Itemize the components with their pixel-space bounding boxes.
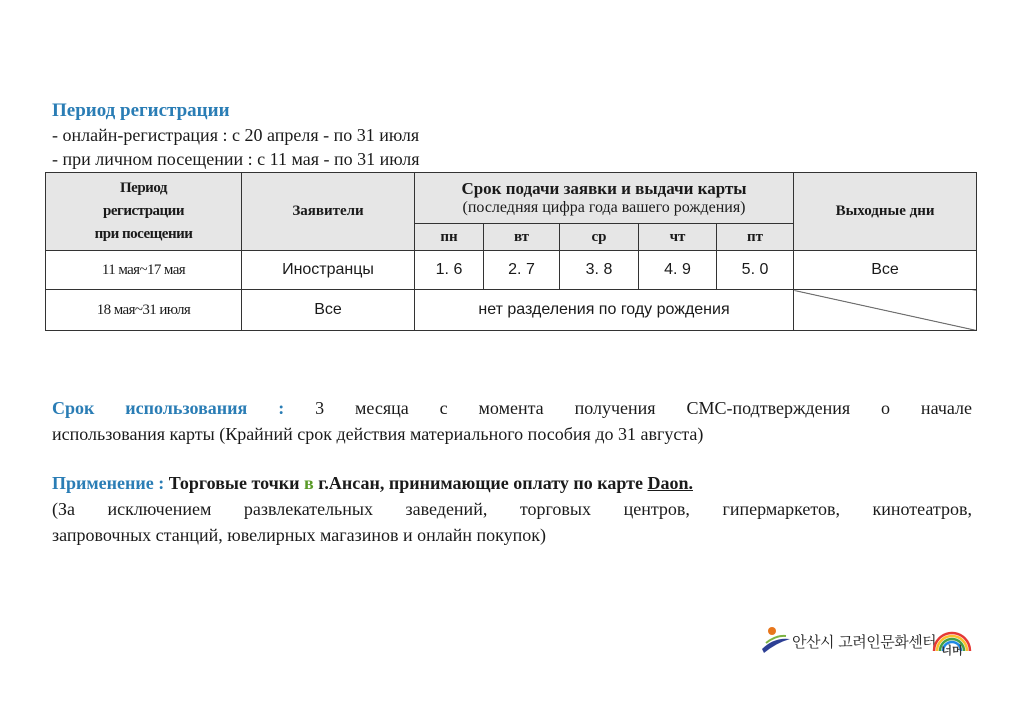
row1-thu: 4. 9 <box>639 251 717 290</box>
row1-fri: 5. 0 <box>717 251 794 290</box>
header-applicants: Заявители <box>242 173 415 251</box>
registration-table <box>45 172 977 331</box>
application-bold-2: г.Ансан, принимающие оплату по карте <box>318 473 643 493</box>
header-period: Период регистрации при посещении <box>46 173 242 251</box>
row1-tue: 2. 7 <box>484 251 560 290</box>
row1-applicants: Иностранцы <box>242 251 415 290</box>
header-deadline <box>415 173 794 224</box>
daon-card-link: Daon. <box>647 473 693 493</box>
usage-text-2: использования карты (Крайний срок действия материального пособия до 31 августа) <box>52 424 704 444</box>
application-line <box>52 470 972 496</box>
exclusions-line1: (За исключением развлекательных заведений, торговых центров, гипермаркетов, кинотеатров, <box>52 499 972 519</box>
day-thu: чт <box>639 224 717 251</box>
header-deadline-title: Срок подачи заявки и выдачи карты <box>461 179 747 198</box>
logo-rainbow-badge-icon <box>930 625 974 657</box>
registration-heading: Период регистрации <box>52 100 230 121</box>
logo-text: 안산시 고려인문화센터 <box>792 633 937 651</box>
usage-text-1: 3 месяца с момента получения СМС-подтверждения о начале <box>315 398 973 418</box>
table-row <box>46 290 977 331</box>
application-label: Применение : <box>52 473 165 493</box>
day-wed: ср <box>560 224 639 251</box>
visit-registration-line: - при личном посещении : с 11 мая - по 31 июля <box>52 149 420 169</box>
application-green: в <box>304 473 314 493</box>
row1-period: 11 мая~17 мая <box>46 251 242 290</box>
logo-emblem-icon <box>760 623 794 659</box>
day-mon: пн <box>415 224 484 251</box>
row1-wed: 3. 8 <box>560 251 639 290</box>
table-row <box>46 251 977 290</box>
row2-period: 18 мая~31 июля <box>46 290 242 331</box>
usage-label: Срок использования : <box>52 398 285 418</box>
online-registration-line: - онлайн-регистрация : с 20 апреля - по 31 июля <box>52 125 420 145</box>
logo-badge-text: 너머 <box>941 644 963 657</box>
header-weekend: Выходные дни <box>794 173 977 251</box>
row1-weekend: Все <box>794 251 977 290</box>
row2-applicants: Все <box>242 290 415 331</box>
center-logo <box>760 623 976 659</box>
day-tue: вт <box>484 224 560 251</box>
row1-mon: 1. 6 <box>415 251 484 290</box>
day-fri: пт <box>717 224 794 251</box>
application-bold-1: Торговые точки <box>168 473 300 493</box>
exclusions-line2: запровочных станций, ювелирных магазинов и онлайн покупок) <box>52 525 546 545</box>
usage-period-line1 <box>52 395 972 421</box>
row2-weekend-empty <box>794 290 977 331</box>
row2-merged: нет разделения по году рождения <box>415 290 794 331</box>
header-deadline-subtitle: (последняя цифра года вашего рождения) <box>462 199 746 216</box>
